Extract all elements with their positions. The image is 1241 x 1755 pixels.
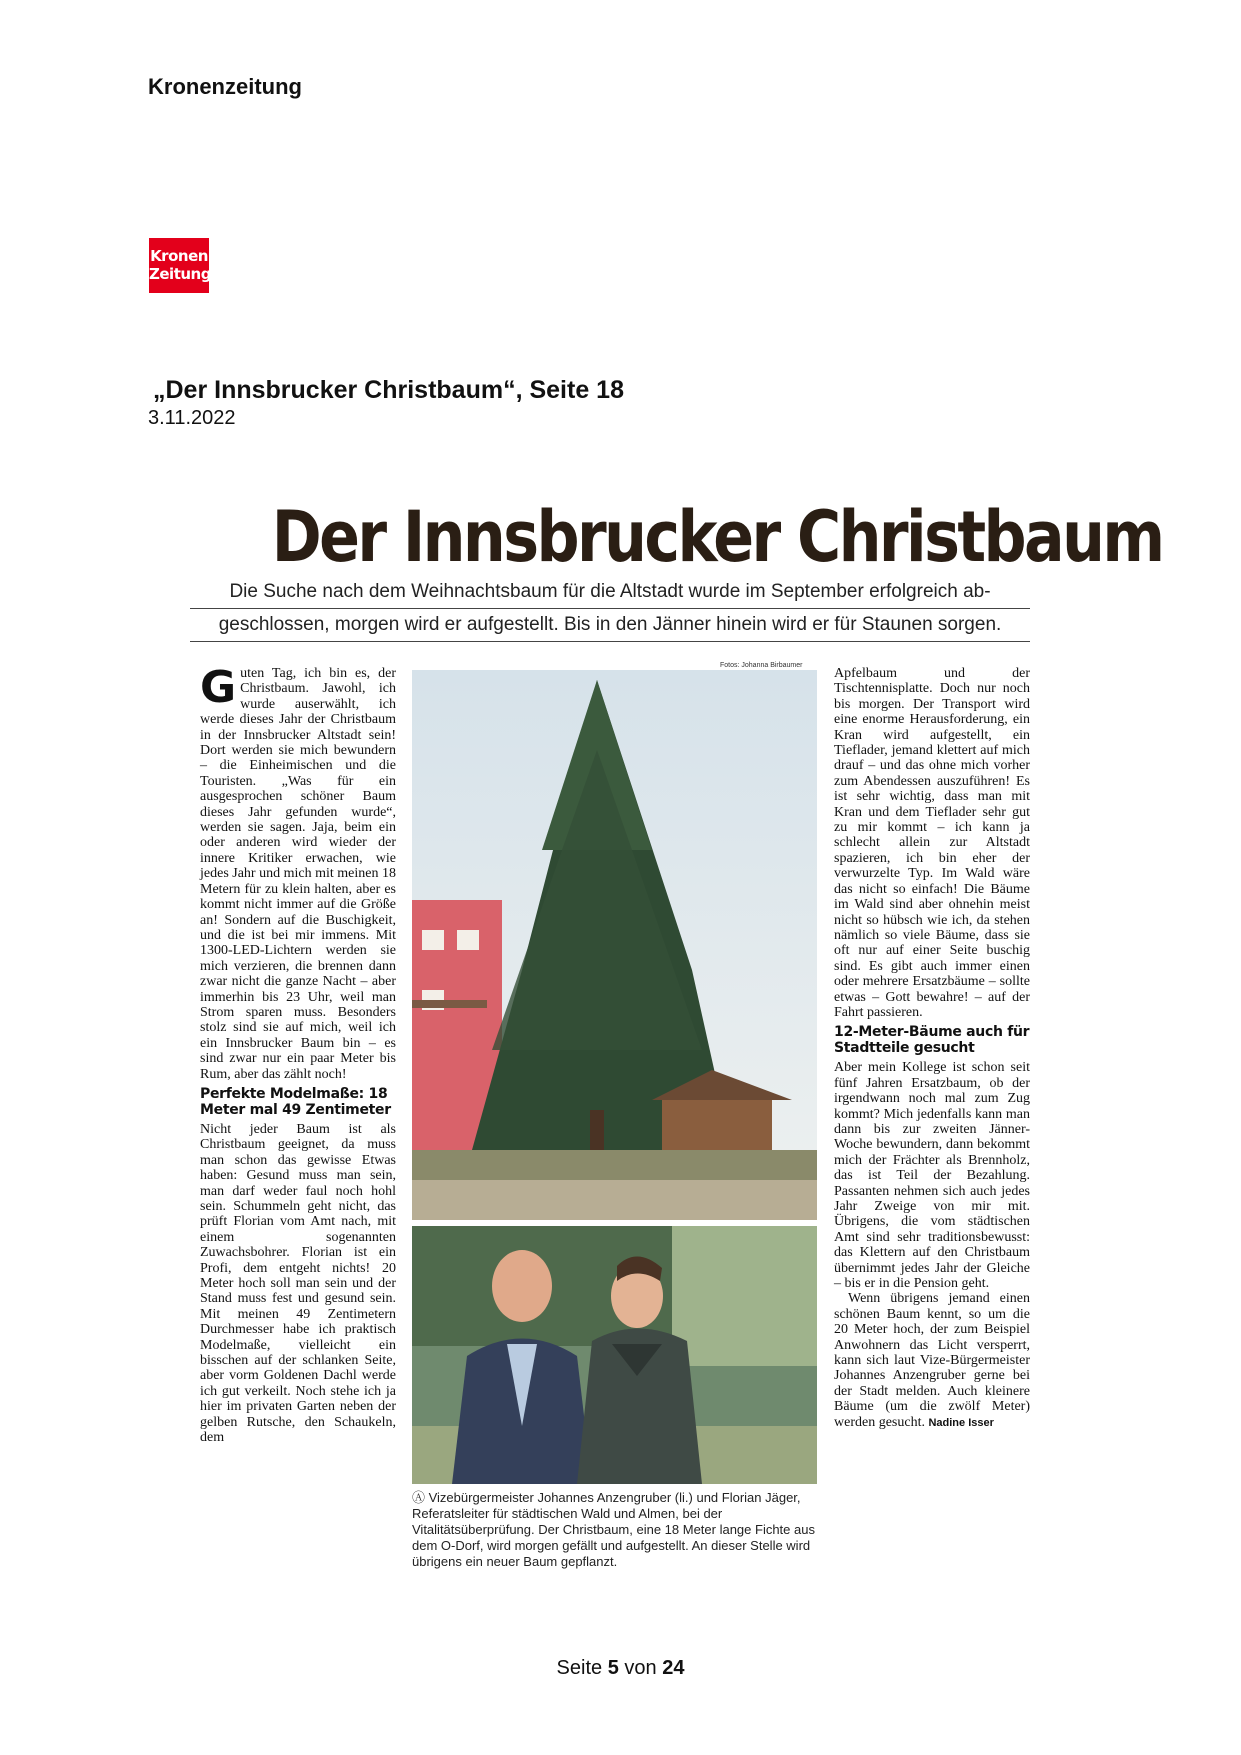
lead-line-2: geschlossen, morgen wird er aufgestellt. Bis in den Jänner hinein wird er für Staunen sorgen. [190,609,1030,642]
lead-line-1: Die Suche nach dem Weihnachtsbaum für die Altstadt wurde im September erfolgreich ab- [190,576,1030,609]
paragraph-text: uten Tag, ich bin es, der Christbaum. Jawohl, ich wurde auserwählt, ich werde dieses Jahr der Christbaum in der Innsbrucker Altstadt sein! Dort werden sie mich bewundern – die Einheimischen und die Touristen. „Was für ein ausgesprochen schöner Baum dieses Jahr gefunden wurde“, werden sie sagen. Jaja, beim ein oder anderen wird wieder der innere Kritiker erwachen, wie jedes Jahr und mich mit meinen 18 Metern für zu klein halten, aber es kommt nicht immer auf die Größe an! Sondern auf die Buschigkeit, und die ist bei mir immens. Mit 1300-LED-Lichtern werden sie mich verzieren, die brennen dann zwar nicht die ganze Nacht – aber immerhin bis 23 Uhr, weil man Strom sparen muss. Besonders stolz sind sie auf mich, weil ich ein Innsbrucker Baum bin – es sind zwar nur ein paar Meter bis Rum, aber das zählt noch! [200,666,396,1082]
footer-prefix: Seite [556,1657,603,1679]
christmas-tree-photo [412,670,817,1220]
publication-name: Kronenzeitung [148,74,302,99]
document-title: „Der Innsbrucker Christbaum“, Seite 18 [153,376,624,404]
logo-line-1: Kronen [150,247,208,265]
footer-middle: von [624,1657,657,1679]
subheading: Perfekte Modelmaße: 18 Meter mal 49 Zentimeter [200,1085,391,1118]
subheading: 12-Meter-Bäume auch für Stadtteile gesucht [834,1024,1030,1057]
article-column-3 [834,666,1030,1431]
article-lead [190,576,1030,642]
drop-cap: G [200,662,237,713]
page-footer [0,1657,1241,1680]
officials-photo [412,1226,817,1484]
article-headline: Der Innsbrucker Christbaum [271,496,1163,578]
footer-total-pages: 24 [662,1657,685,1679]
kronen-zeitung-logo [149,238,209,293]
body-paragraph [200,662,396,1082]
article-author: Nadine Isser [928,1416,994,1429]
document-date: 3.11.2022 [148,407,236,429]
logo-line-2: Zeitung [149,265,211,283]
article-column-1 [200,662,396,1446]
body-paragraph [834,1291,1030,1431]
footer-page-number: 5 [607,1657,619,1679]
photo-credit: Fotos: Johanna Birbaumer [720,662,803,669]
body-paragraph: Nicht jeder Baum ist als Christbaum geeignet, da muss man schon das gewisse Etwas haben: Gesund muss man sein, man darf weder faul noch hohl sein. Schummeln geht nicht, das prüft Florian vom Amt nach, mit einem sogenannten Zuwachsbohrer. Florian ist ein Profi, dem entgeht nichts! 20 Meter hoch soll man sein und der Stand muss fest und gesund sein. Mit meinen 49 Zentimetern Durchmesser habe ich praktisch Modelmaße, vielleicht ein bisschen auf der schlanken Seite, aber vorm Goldenen Dachl werde ich gut verkeilt. Noch stehe ich ja hier im privaten Garten neben der gelben Rutsche, den Schaukeln, dem [200,1121,396,1446]
photo-caption: Ⓐ Vizebürgermeister Johannes Anzengruber (li.) und Florian Jäger, Referatsleiter für städtischen Wald und Almen, bei der Vitalitätsüberprüfung. Der Christbaum, eine 18 Meter lange Fichte aus dem O-Dorf, wird morgen gefällt und aufgestellt. An dieser Stelle wird übrigens ein neuer Baum gepflanzt. [412,1490,815,1569]
newspaper-clipping [190,490,1163,1590]
body-paragraph: Aber mein Kollege ist schon seit fünf Jahren Ersatzbaum, ob der irgendwann noch mal zum Zug kommt? Mich jedenfalls kann man dann bis zur zweiten Jänner-Woche bewundern, dann bekommt mich der Frächter als Brennholz, das ist Teil der Bezahlung. Passanten nehmen sich auch jedes Jahr Zweige von mir mit. Übrigens, die vom städtischen Amt sind sehr traditionsbewusst: das Klettern auf den Christbaum übernimmt jedes Jahr der Gleiche – bis er in die Pension geht. [834,1060,1030,1292]
paragraph-text: Wenn übrigens jemand einen schönen Baum kennt, so um die 20 Meter hoch, der zum Beispiel Anwohnern das Licht versperrt, kann sich laut Vize-Bürgermeister Johannes Anzengruber gerne bei der Stadt melden. Auch kleinere Bäume (um die zwölf Meter) werden gesucht. [834,1291,1030,1430]
body-paragraph: Apfelbaum und der Tischtennisplatte. Doch nur noch bis morgen. Der Transport wird eine enorme Herausforderung, ein Kran wird aufgestellt, ein Tieflader, jemand klettert auf mich drauf – und das ohne mich vorher zum Abendessen auszuführen! Es ist sehr wichtig, dass man mit Kran und dem Tieflader sehr gut zu mir kommt – ich kann ja schlecht allein zur Altstadt spazieren, ich bin eher der verwurzelte Typ. Im Wald wäre das nicht so einfach! Die Bäume im Wald sind aber ohnehin meist nicht so hübsch wie ich, da stehen nämlich so viele Bäume, dass sie oft nur auf einer Seite buschig sind. Es gibt auch immer einen oder mehrere Ersatzbäume – sollte etwas – Gott bewahre! – auf der Fahrt passieren. [834,666,1030,1020]
